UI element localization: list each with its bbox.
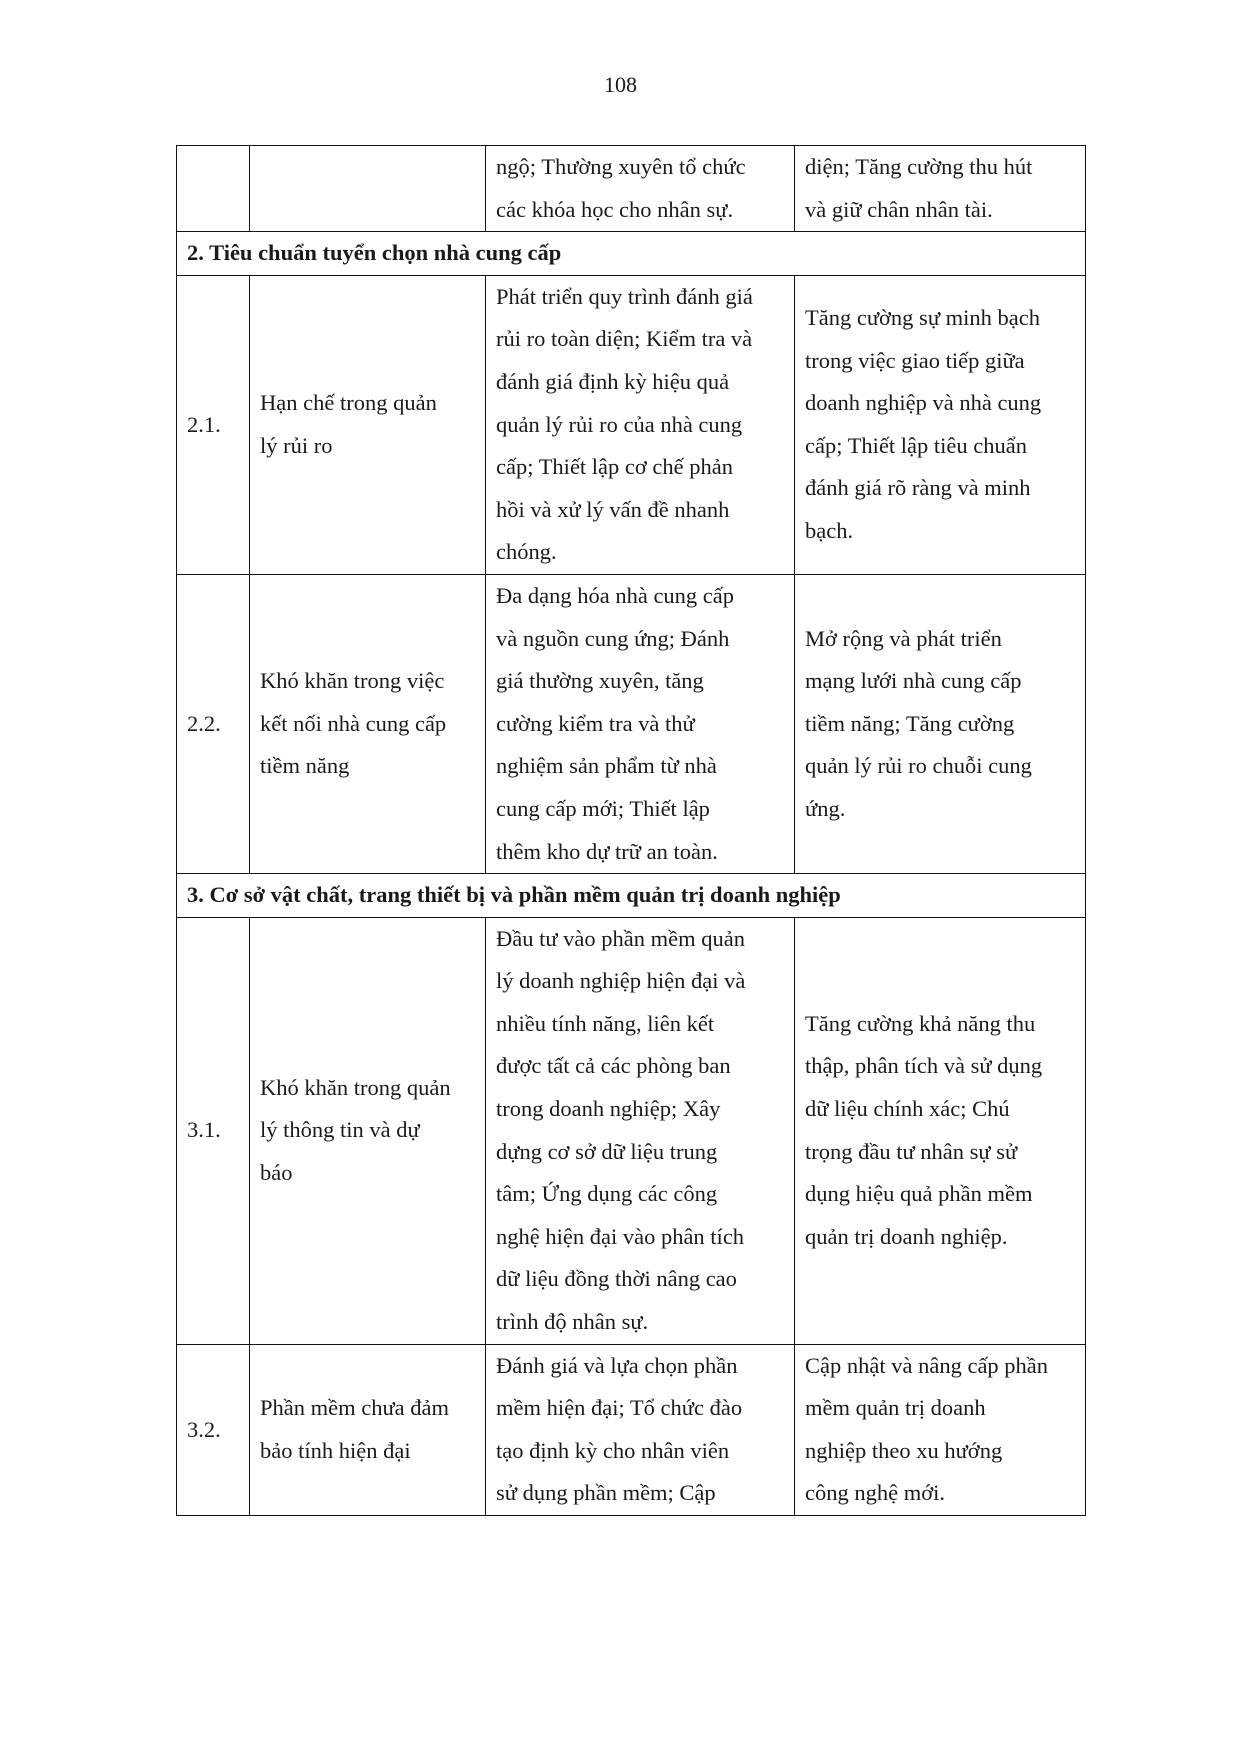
issue-text: Phần mềm chưa đảm bảo tính hiện đại <box>260 1395 450 1463</box>
issue-cell <box>250 146 486 232</box>
solution-text: Phát triển quy trình đánh giá rủi ro toàn diện; Kiểm tra và đánh giá định kỳ hiệu quả quản lý rủi ro của nhà cung cấp; Thiết lập cơ chế phản hồi và xử lý vấn đề nhanh chóng. <box>496 283 753 565</box>
issue-text: Khó khăn trong việc kết nối nhà cung cấp tiềm năng <box>260 668 447 779</box>
solution-text: Đầu tư vào phần mềm quản lý doanh nghiệp hiện đại và nhiều tính năng, liên kết được tất cả các phòng ban trong doanh nghiệp; Xây dựng cơ sở dữ liệu trung tâm; Ứng dụng các công nghệ hiện đại vào phân tích dữ liệu đồng thời nâng cao trình độ nhân sự. <box>496 925 746 1335</box>
solution-text: Đánh giá và lựa chọn phần mềm hiện đại; Tổ chức đào tạo định kỳ cho nhân viên sử dụng phần mềm; Cập <box>496 1352 743 1506</box>
result-cell <box>795 1344 1086 1515</box>
row-number-cell: 3.2. <box>177 1344 250 1515</box>
result-cell <box>795 917 1086 1344</box>
result-text: Mở rộng và phát triển mạng lưới nhà cung cấp tiềm năng; Tăng cường quản lý rủi ro chuỗi cung ứng. <box>805 625 1032 821</box>
table-row <box>177 917 1086 1344</box>
issue-text: Khó khăn trong quản lý thông tin và dự báo <box>260 1074 451 1185</box>
row-number-cell: 3.1. <box>177 917 250 1344</box>
result-text: Tăng cường sự minh bạch trong việc giao tiếp giữa doanh nghiệp và nhà cung cấp; Thiết lập tiêu chuẩn đánh giá rõ ràng và minh bạch. <box>805 305 1042 544</box>
row-number-cell <box>177 146 250 232</box>
result-text: diện; Tăng cường thu hút và giữ chân nhân tài. <box>805 154 1033 222</box>
table-row <box>177 275 1086 574</box>
result-text: Tăng cường khả năng thu thập, phân tích và sử dụng dữ liệu chính xác; Chú trọng đầu tư nhân sự sử dụng hiệu quả phần mềm quản trị doanh nghiệp. <box>805 1010 1043 1249</box>
solution-cell <box>486 275 795 574</box>
page-number: 108 <box>604 72 637 97</box>
issue-cell <box>250 275 486 574</box>
section-header-row <box>177 232 1086 276</box>
solution-cell <box>486 1344 795 1515</box>
result-cell <box>795 146 1086 232</box>
section-title: 2. Tiêu chuẩn tuyển chọn nhà cung cấp <box>177 232 1086 276</box>
row-number-cell: 2.2. <box>177 574 250 873</box>
table-row <box>177 1344 1086 1515</box>
solution-cell <box>486 917 795 1344</box>
result-cell <box>795 574 1086 873</box>
issue-cell <box>250 1344 486 1515</box>
row-number-cell: 2.1. <box>177 275 250 574</box>
section-title: 3. Cơ sở vật chất, trang thiết bị và phần mềm quản trị doanh nghiệp <box>177 874 1086 918</box>
solutions-table <box>176 145 1086 1516</box>
section-header-row <box>177 874 1086 918</box>
issue-cell <box>250 574 486 873</box>
solution-text: Đa dạng hóa nhà cung cấp và nguồn cung ứng; Đánh giá thường xuyên, tăng cường kiểm tra và thử nghiệm sản phẩm từ nhà cung cấp mới; Thiết lập thêm kho dự trữ an toàn. <box>496 582 735 864</box>
result-cell <box>795 275 1086 574</box>
solution-cell <box>486 574 795 873</box>
table-row <box>177 146 1086 232</box>
issue-cell <box>250 917 486 1344</box>
result-text: Cập nhật và nâng cấp phần mềm quản trị doanh nghiệp theo xu hướng công nghệ mới. <box>805 1352 1049 1506</box>
table-row <box>177 574 1086 873</box>
solution-text: ngộ; Thường xuyên tổ chức các khóa học cho nhân sự. <box>496 154 746 222</box>
solution-cell <box>486 146 795 232</box>
issue-text: Hạn chế trong quản lý rủi ro <box>260 390 437 458</box>
